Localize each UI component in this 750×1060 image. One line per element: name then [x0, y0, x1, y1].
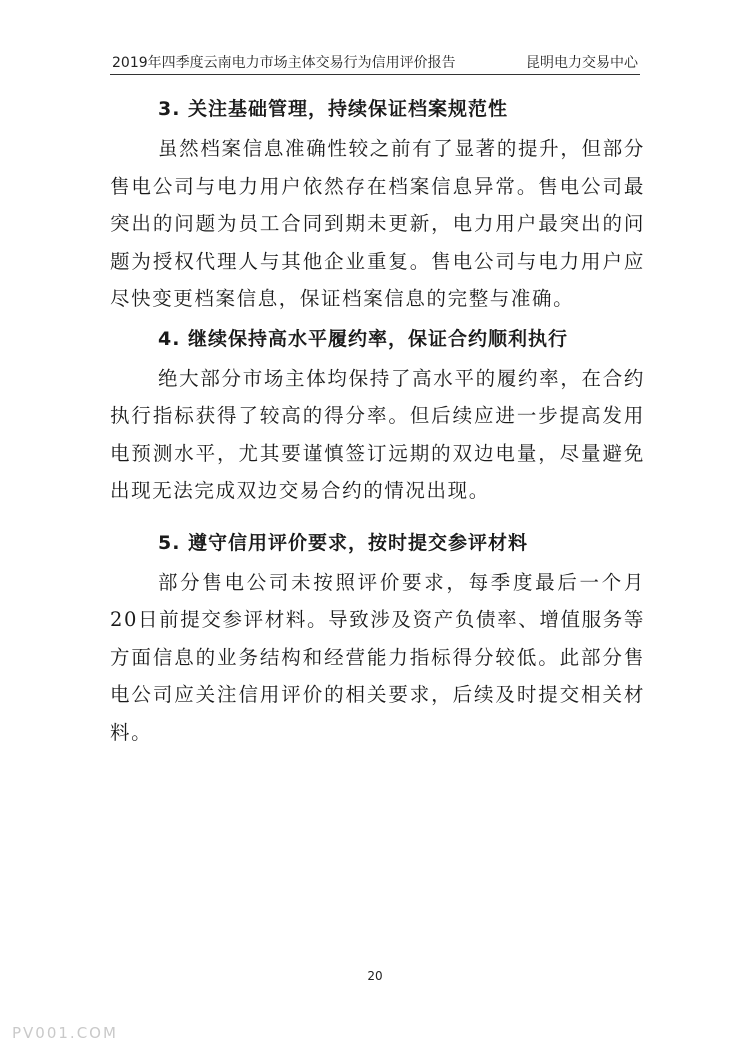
report-title: 2019年四季度云南电力市场主体交易行为信用评价报告 — [112, 55, 456, 71]
section-spacer — [110, 510, 645, 522]
section-heading-3: 3. 关注基础管理，持续保证档案规范性 — [158, 98, 509, 120]
watermark-text: PV001.COM — [12, 1024, 118, 1042]
section-paragraph-3: 虽然档案信息准确性较之前有了显著的提升，但部分售电公司与电力用户依然存在档案信息异常。售电公司最突出的问题为员工合同到期未更新，电力用户最突出的问题为授权代理人与其他企业重复。售电公司与电力用户应尽快变更档案信息，保证档案信息的完整与准确。 — [110, 137, 645, 310]
page-header — [110, 52, 640, 75]
section-paragraph-4: 绝大部分市场主体均保持了高水平的履约率，在合约执行指标获得了较高的得分率。但后续应进一步提高发用电预测水平，尤其要谨慎签订远期的双边电量，尽量避免出现无法完成双边交易合约的情况出现。 — [110, 366, 645, 502]
section-heading-5: 5. 遵守信用评价要求，按时提交参评材料 — [158, 531, 529, 554]
section-heading-4: 4. 继续保持高水平履约率，保证合约顺利执行 — [158, 327, 569, 350]
organization-name: 昆明电力交易中心 — [526, 55, 638, 71]
page-number: 20 — [367, 969, 383, 983]
section-paragraph-5: 部分售电公司未按照评价要求，每季度最后一个月 20日前提交参评材料。导致涉及资产负债率、增值服务等方面信息的业务结构和经营能力指标得分较低。此部分售电公司应关注信用评价的相关要求，后续及时提交相关材料。 — [110, 570, 645, 744]
document-body — [110, 88, 645, 751]
